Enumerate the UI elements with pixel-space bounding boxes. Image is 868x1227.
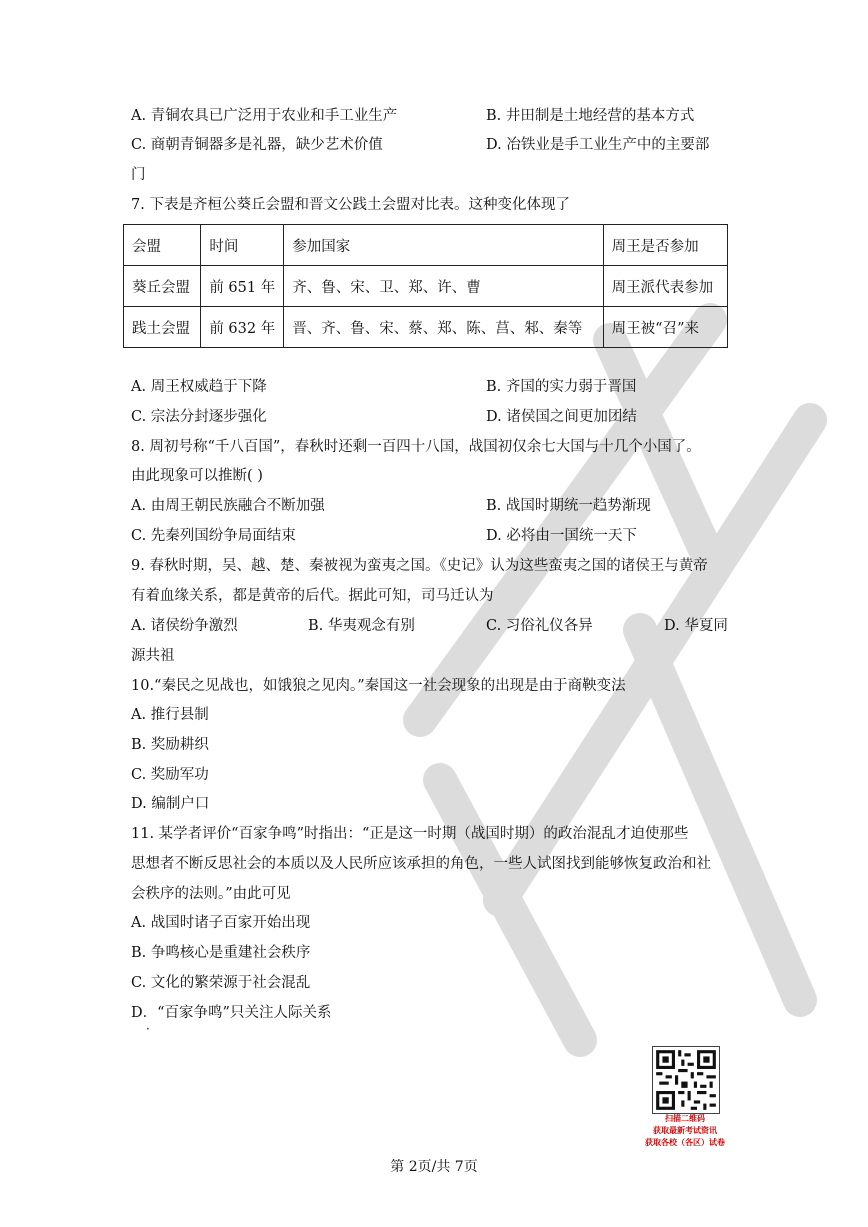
q10-option-d: D. 编制户口 bbox=[131, 796, 210, 812]
qr-caption-line2: 获取最新考试资讯 bbox=[653, 1126, 717, 1135]
q7-option-c: C. 宗法分封逐步强化 bbox=[131, 409, 267, 425]
q9-stem-line1: 9. 春秋时期，吴、越、楚、秦被视为蛮夷之国。《史记》认为这些蛮夷之国的诸侯王与黄帝 bbox=[131, 558, 708, 574]
table-header-cell: 时间 bbox=[201, 225, 284, 266]
q7-option-d: D. 诸侯国之间更加团结 bbox=[486, 409, 637, 425]
table-header-row bbox=[124, 225, 728, 266]
q8-stem-line1: 8. 周初号称“千八百国”，春秋时还剩一百四十八国，战国初仅余七大国与十几个小国了。 bbox=[131, 439, 701, 455]
table-header-cell: 参加国家 bbox=[284, 225, 603, 266]
q11-option-a: A. 战国时诸子百家开始出现 bbox=[131, 915, 311, 931]
table-cell: 前 651 年 bbox=[201, 266, 284, 307]
table-cell: 周王被“召”来 bbox=[603, 307, 727, 348]
table-row bbox=[124, 266, 728, 307]
q7-stem: 7. 下表是齐桓公葵丘会盟和晋文公践土会盟对比表。这种变化体现了 bbox=[131, 197, 570, 213]
q9-option-b: B. 华夷观念有别 bbox=[308, 618, 415, 634]
q10-stem: 10.“秦民之见战也，如饿狼之见肉。”秦国这一社会现象的出现是由于商鞅变法 bbox=[131, 678, 626, 694]
q9-option-c: C. 习俗礼仪各异 bbox=[486, 618, 593, 634]
q6-option-d-cont: 门 bbox=[131, 167, 146, 183]
q8-option-a: A. 由周王朝民族融合不断加强 bbox=[131, 498, 325, 514]
table-cell: 周王派代表参加 bbox=[603, 266, 727, 307]
q8-option-c: C. 先秦列国纷争局面结束 bbox=[131, 528, 296, 544]
q11-option-d: D．“百家争鸣”只关注人际关系 bbox=[131, 1005, 332, 1021]
q9-stem-line2: 有着血缘关系，都是黄帝的后代。据此可知，司马迁认为 bbox=[131, 588, 494, 604]
q7-option-a: A. 周王权威趋于下降 bbox=[131, 379, 267, 395]
table-row bbox=[124, 307, 728, 348]
q9-option-d: D. 华夏同 bbox=[664, 618, 728, 634]
q6-option-d: D. 冶铁业是手工业生产中的主要部 bbox=[486, 137, 710, 153]
q6-option-b: B. 井田制是土地经营的基本方式 bbox=[486, 108, 695, 124]
table-cell: 前 632 年 bbox=[201, 307, 284, 348]
q8-option-b: B. 战国时期统一趋势渐现 bbox=[486, 498, 651, 514]
table-cell: 践土会盟 bbox=[124, 307, 201, 348]
q11-stem-line2: 思想者不断反思社会的本质以及人民所应该承担的角色，一些人试图找到能够恢复政治和社 bbox=[131, 856, 711, 872]
table-cell: 晋、齐、鲁、宋、蔡、郑、陈、莒、邾、秦等 bbox=[284, 307, 603, 348]
stray-dot: · bbox=[146, 1022, 150, 1036]
qr-caption-line3: 获取各校（各区）试卷 bbox=[645, 1138, 725, 1147]
table-header-cell: 会盟 bbox=[124, 225, 201, 266]
q8-stem-line2: 由此现象可以推断( ) bbox=[131, 468, 263, 484]
q10-option-b: B. 奖励耕织 bbox=[131, 737, 209, 753]
q11-option-b: B. 争鸣核心是重建社会秩序 bbox=[131, 945, 311, 961]
q10-option-a: A. 推行县制 bbox=[131, 707, 209, 723]
q11-option-c: C. 文化的繁荣源于社会混乱 bbox=[131, 975, 311, 991]
q6-option-a: A. 青铜农具已广泛用于农业和手工业生产 bbox=[131, 108, 398, 124]
q10-option-c: C. 奖励军功 bbox=[131, 767, 209, 783]
table-cell: 葵丘会盟 bbox=[124, 266, 201, 307]
qr-caption-line1: 扫描二维码 bbox=[665, 1114, 705, 1123]
q7-option-b: B. 齐国的实力弱于晋国 bbox=[486, 379, 637, 395]
q11-stem-line3: 会秩序的法则。”由此可见 bbox=[131, 886, 291, 902]
q8-option-d: D. 必将由一国统一天下 bbox=[486, 528, 637, 544]
q9-option-a: A. 诸侯纷争激烈 bbox=[131, 618, 238, 634]
table-cell: 齐、鲁、宋、卫、郑、许、曹 bbox=[284, 266, 603, 307]
page-number: 第 2页/共 7页 bbox=[390, 1159, 478, 1175]
table-header-cell: 周王是否参加 bbox=[603, 225, 727, 266]
q6-option-c: C. 商朝青铜器多是礼器，缺少艺术价值 bbox=[131, 137, 383, 153]
q9-option-d-cont: 源共祖 bbox=[131, 648, 175, 664]
qr-code-icon[interactable] bbox=[652, 1046, 720, 1114]
q11-stem-line1: 11. 某学者评价“百家争鸣”时指出：“正是这一时期（战国时期）的政治混乱才迫使那些 bbox=[131, 826, 689, 842]
q7-comparison-table bbox=[123, 224, 728, 348]
